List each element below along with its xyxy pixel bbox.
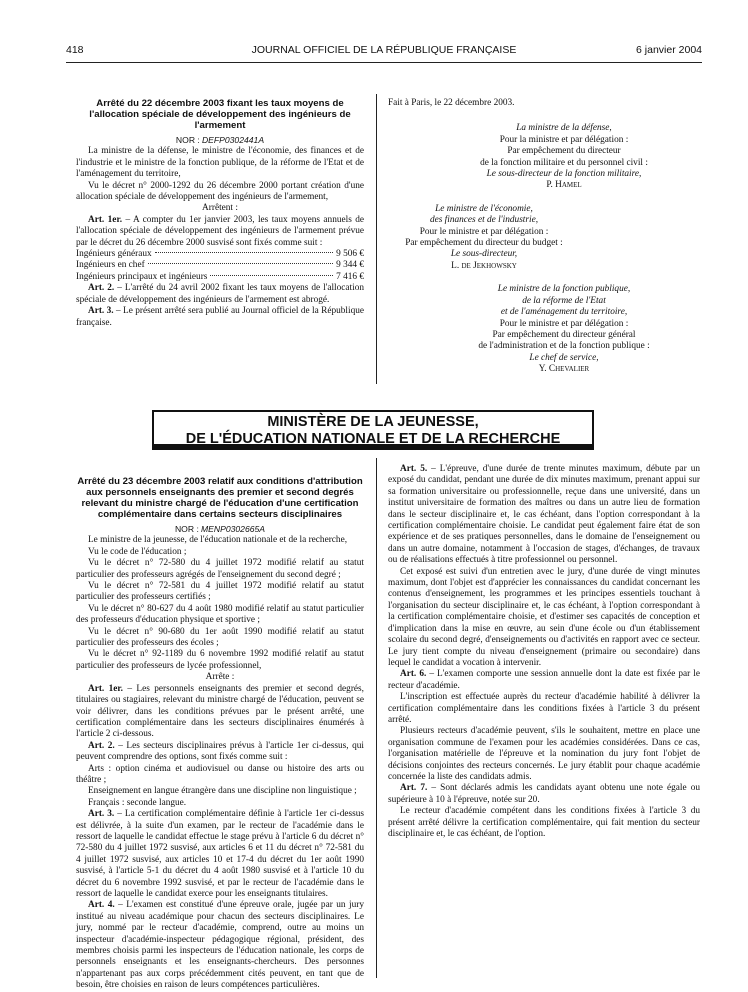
signatory-name: P. Hamel [546, 180, 582, 191]
arrete2-nor [76, 524, 364, 535]
sig-line: Par empêchement du directeur général [492, 329, 636, 340]
arrete2-art2-label: Art. 2. [88, 740, 115, 751]
arrete1-column-right [388, 98, 700, 388]
sig-line: de la fonction militaire et du personnel civil : [480, 157, 648, 168]
arrete1-art2-text: – L'arrêté du 24 avril 2002 fixant les taux moyens de l'allocation spéciale de développement des ingénieurs de l'armement est abrogé. [76, 283, 364, 305]
arrete2-sector: Enseignement en langue étrangère dans une discipline non linguistique ; [88, 786, 357, 797]
arrete2-art6-text: – L'examen comporte une session annuelle dont la date est fixée par le recteur d'académie. [388, 669, 701, 691]
arrete2-intro: Le ministre de la jeunesse, de l'éducation nationale et de la recherche, [88, 535, 348, 546]
sig-line: Le ministre de la fonction publique, [497, 284, 631, 295]
arrete2-art1 [76, 684, 364, 741]
ministry-banner [152, 410, 594, 450]
page-number: 418 [66, 44, 84, 56]
issue-date: 6 janvier 2004 [636, 44, 702, 56]
rate-label: Ingénieurs généraux [76, 249, 152, 260]
sig-line: et de l'aménagement du territoire, [500, 307, 628, 318]
arrete1-intro: La ministre de la défense, le ministre de l'économie, des finances et de l'industrie et le ministre de la fonction publique, de la réforme de l'Etat et de l'aménagement du territoire, [76, 146, 364, 180]
sig-line: Le chef de service, [529, 352, 599, 363]
arrete2-title: Arrêté du 23 décembre 2003 relatif aux conditions d'attribution aux personnels enseignants des premier et second degrés relevant du ministre chargé de l'éducation d'une certification complémentaire dans certains secteurs disciplinaires [77, 476, 363, 520]
sig-line: Pour le ministre et par délégation : [499, 318, 629, 329]
arrete2-art5-label: Art. 5. [400, 464, 428, 474]
rate-amount: 9 344 € [336, 260, 364, 271]
arrete2-column-right [388, 464, 700, 840]
arrete1-nor-code: DEFP0302441A [201, 135, 265, 145]
column-rule-top [376, 94, 377, 384]
sig-line: Par empêchement du directeur du budget : [405, 238, 563, 249]
arrete2-vu: Vu le code de l'éducation ; [88, 546, 187, 557]
arrete1-column-left [76, 98, 364, 329]
arrete1-art3-text: – Le présent arrêté sera publié au Journal officiel de la République française. [76, 306, 365, 328]
sig-line: Par empêchement du directeur [507, 146, 621, 157]
sig-line: de l'administration et de la fonction publique : [478, 341, 650, 352]
arrete1-nor-label: NOR : [175, 135, 200, 145]
arrete1-title: Arrêté du 22 décembre 2003 fixant les taux moyens de l'allocation spéciale de développement des ingénieurs de l'armement [89, 98, 351, 131]
ministry-banner-line1: MINISTÈRE DE LA JEUNESSE, [267, 414, 479, 430]
arrete1-arretent: Arrêtent : [202, 203, 238, 214]
arrete1-art2 [76, 283, 364, 306]
arrete2-vu: Vu le décret n° 72-580 du 4 juillet 1972 modifié relatif au statut particulier des professeurs agrégés de l'enseignement du second degré ; [76, 558, 364, 580]
arrete2-art2-text: – Les secteurs disciplinaires prévus à l'article 1er ci-dessus, qui peuvent comprendre des options, sont fixés comme suit : [76, 740, 364, 763]
arrete2-sector: Français : seconde langue. [88, 797, 187, 808]
arrete1-art1-label: Art. 1er. [88, 214, 123, 225]
arrete1-art3 [76, 306, 364, 329]
rate-row [76, 249, 364, 260]
arrete2-art7-label: Art. 7. [400, 783, 428, 794]
arrete2-column-left [76, 476, 364, 992]
arrete1-art3-label: Art. 3. [88, 306, 114, 317]
sig-line: La ministre de la défense, [516, 123, 612, 134]
column-rule-bottom [376, 458, 377, 978]
arrete1-fait: Fait à Paris, le 22 décembre 2003. [388, 98, 515, 108]
arrete2-art7-text: – Sont déclarés admis les candidats ayant obtenu une note égale ou supérieure à 10 à l'épreuve, notée sur 20. [388, 783, 700, 805]
rate-amount: 7 416 € [336, 271, 364, 282]
arrete2-art2 [76, 741, 364, 764]
rate-amount: 9 506 € [336, 249, 364, 260]
arrete2-art3 [76, 809, 364, 900]
rate-row [76, 272, 364, 283]
signature-defense [388, 123, 700, 191]
arrete2-nor-label: NOR : [174, 524, 199, 534]
arrete2-vu: Vu le décret n° 92-1189 du 6 novembre 1992 modifié relatif au statut particulier des professeurs de lycée professionnel, [76, 649, 364, 671]
signature-economie [388, 204, 700, 272]
signatory-name: L. de Jekhowsky [451, 260, 517, 271]
arrete2-art4 [76, 900, 364, 991]
sig-line: Le ministre de l'économie, [435, 203, 533, 214]
signature-fonction-publique [388, 284, 700, 375]
dot-leader [210, 275, 333, 276]
arrete1-art1 [76, 215, 364, 249]
arrete2-art3-label: Art. 3. [88, 809, 115, 820]
arrete2-art6 [388, 669, 700, 692]
arrete2-art5-text: – L'épreuve, d'une durée de trente minutes maximum, débute par un exposé du candidat, pendant une durée de dix minutes maximum, prenant appui sur sa formation universitaire ou professionnelle, reçue dans une université, dans un institut universitaire de formation des maîtres ou dans un autre lieu de formation dans le secteur disciplinaire et, le cas échéant, dans l'option correspondant à la certification complémentaire choisie. Le candidat peut également faire état de son expérience et de ses pratiques personnelles, dans le domaine de l'enseignement ou dans un autre domaine, notamment à l'occasion de stages, d'échanges, de travaux ou de réalisations effectués à titre professionnel ou personnel. [388, 464, 701, 566]
arrete2-art1-text: – Les personnels enseignants des premier et second degrés, titulaires ou stagiaires, relevant du ministre chargé de l'éducation, peuvent se voir délivrer, dans les conditions prévues par le présent arrêté, une certification complémentaire dans les secteurs disciplinaires énumérés à l'article 2 ci-dessous. [76, 683, 364, 740]
arrete2-art7-p2: Le recteur d'académie compétent dans les conditions fixées à l'article 3 du présent arrêté délivre la certification complémentaire, qui fait mention du secteur disciplinaire et, le cas échéant, de l'option. [388, 806, 700, 839]
arrete2-art5-p2: Cet exposé est suivi d'un entretien avec le jury, d'une durée de vingt minutes maximum, dont l'objet est d'apprécier les connaissances du candidat concernant les contenus d'enseignement, les programmes et les principes essentiels touchant à l'organisation du secteur disciplinaire et, le cas échéant, à l'option correspondant à la certification complémentaire choisie, et d'estimer ses capacités de conception et d'implication dans la mise en œuvre, au sein d'une école ou d'un établissement scolaire du second degré, d'enseignements ou d'activités en rapport avec ce secteur. Le jury tient compte du niveau d'enseignement (primaire ou secondaire) dans lequel le candidat a vocation à intervenir. [388, 566, 700, 668]
arrete2-vu: Vu le décret n° 80-627 du 4 août 1980 modifié relatif au statut particulier des professeurs d'éducation physique et sportive ; [76, 603, 364, 626]
signatory-name: Y. Chevalier [538, 364, 590, 375]
rate-row [76, 260, 364, 271]
arrete2-art5 [388, 464, 700, 567]
page-header [66, 44, 702, 60]
rate-label: Ingénieurs en chef [76, 260, 145, 271]
sig-line: Pour le ministre et par délégation : [419, 226, 549, 237]
arrete2-art3-text: – La certification complémentaire définie à l'article 1er ci-dessus est délivrée, à la suite d'un examen, par le recteur de l'académie dans le ressort de laquelle le candidat effectue le stage prévu à l'article 6 du décret n° 72-580 du 4 juillet 1972 susvisé, aux articles 6 et 11 du décret n° 72-581 du 4 juillet 1972 susvisé, aux articles 10 et 17-4 du décret du 1er août 1990 susvisé, à l'article 5-1 du décret du 4 août 1980 susvisé et à l'article 10 du décret du 6 novembre 1992 susvisé, et par le recteur de l'académie dans le ressort de laquelle le candidat exerce pour les enseignants titulaires. [76, 809, 364, 899]
arrete2-art6-p3: Plusieurs recteurs d'académie peuvent, s'ils le souhaitent, mettre en place une organisation commune de l'examen pour les académies considérées. Dans ce cas, l'organisation matérielle de l'épreuve et la nomination du jury font l'objet de décisions conjointes des recteurs concernés. Le jury établit pour chaque académie concernée la liste des candidats admis. [388, 726, 700, 782]
arrete1-vu: Vu le décret n° 2000-1292 du 26 décembre 2000 portant création d'une allocation spéciale de développement des ingénieurs de l'armement, [76, 180, 364, 203]
arrete2-sector: Arts : option cinéma et audiovisuel ou danse ou histoire des arts ou théâtre ; [76, 763, 364, 785]
sig-line: Pour la ministre et par délégation : [499, 134, 629, 145]
sig-line: Le sous-directeur de la fonction militaire, [486, 169, 642, 180]
arrete2-art1-label: Art. 1er. [88, 683, 124, 694]
arrete2-art4-text: – L'examen est constitué d'une épreuve orale, jugée par un jury institué au niveau académique pour chacun des secteurs disciplinaires. Le jury, nommé par le recteur d'académie, comprend, outre au moins un inspecteur d'académie-inspecteur pédagogique régional, président, des membres choisis parmi les inspecteurs de l'éducation nationale, les corps de personnels enseignants et les enseignants-chercheurs. Des personnes n'appartenant pas aux corps précédemment cités peuvent, en tant que de besoin, être choisies en raison de leurs compétences particulières. [76, 900, 364, 991]
arrete2-art6-label: Art. 6. [400, 669, 427, 680]
arrete1-nor [76, 135, 364, 146]
arrete2-vu: Vu le décret n° 72-581 du 4 juillet 1972 modifié relatif au statut particulier des professeurs certifiés ; [76, 581, 364, 603]
sig-line: de la réforme de l'Etat [522, 295, 606, 306]
arrete2-art4-label: Art. 4. [88, 900, 115, 911]
arrete2-art7 [388, 783, 700, 806]
dot-leader [148, 263, 333, 264]
rate-label: Ingénieurs principaux et ingénieurs [76, 271, 208, 282]
arrete1-art2-label: Art. 2. [88, 283, 115, 294]
arrete2-nor-code: MENP0302665A [201, 524, 266, 534]
arrete2-vu: Vu le décret n° 90-680 du 1er août 1990 modifié relatif au statut particulier des professeurs des écoles ; [76, 626, 364, 649]
sig-line: des finances et de l'industrie, [429, 215, 539, 226]
sig-line: Le sous-directeur, [450, 249, 518, 260]
arrete1-art1-text: – A compter du 1er janvier 2003, les taux moyens annuels de l'allocation spéciale de développement des ingénieurs de l'armement prévue par le décret du 26 décembre 2000 susvisé sont fixés comme suit : [76, 214, 364, 248]
journal-title: JOURNAL OFFICIEL DE LA RÉPUBLIQUE FRANÇAISE [251, 44, 517, 56]
ministry-banner-line2: DE L'ÉDUCATION NATIONALE ET DE LA RECHERCHE [185, 431, 561, 447]
header-rule [66, 62, 702, 63]
dot-leader [155, 252, 333, 253]
arrete2-art6-p2: L'inscription est effectuée auprès du recteur d'académie habilité à délivrer la certification complémentaire dans les conditions fixées à l'article 3 du présent arrêté. [388, 692, 700, 725]
banner-bottom-bar [154, 444, 592, 448]
arrete2-arrete: Arrête : [205, 672, 235, 683]
